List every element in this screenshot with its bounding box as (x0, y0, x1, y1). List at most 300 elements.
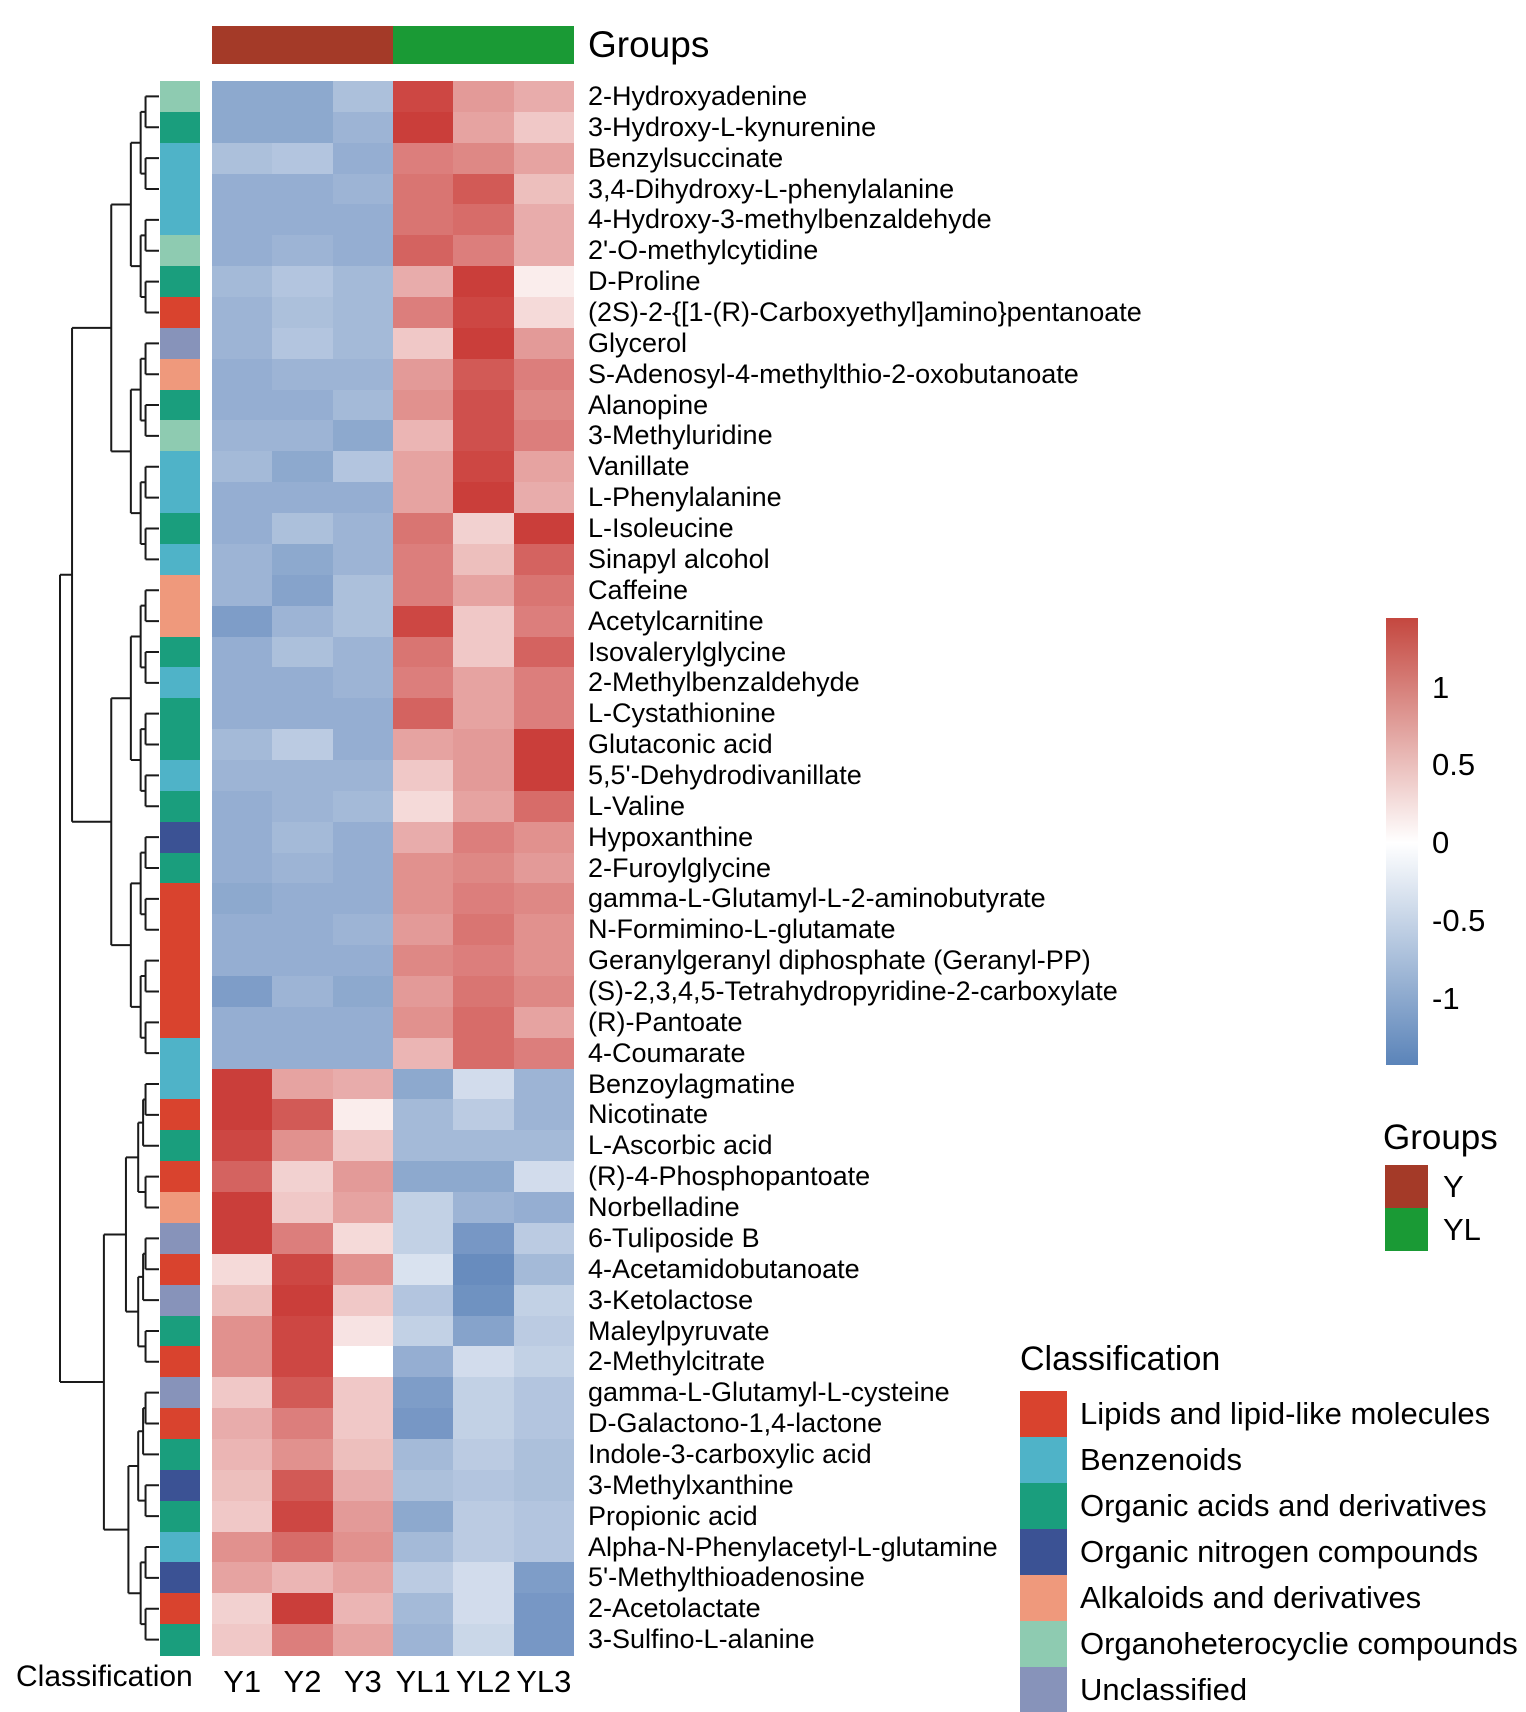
row-label: 2-Furoylglycine (588, 852, 772, 883)
heatmap-cell (514, 606, 574, 637)
heatmap-cell (212, 1532, 272, 1563)
row-class-cell (160, 1038, 200, 1069)
heatmap-cell (272, 698, 332, 729)
heatmap-cell (212, 143, 272, 174)
heatmap-cell (393, 1007, 453, 1038)
heatmap-cell (393, 791, 453, 822)
heatmap-cell (514, 1192, 574, 1223)
column-label: YL3 (516, 1664, 572, 1699)
heatmap-cell (393, 1069, 453, 1100)
heatmap-row (212, 1439, 574, 1470)
row-label: 2'-O-methylcytidine (588, 235, 819, 266)
heatmap-cell (333, 976, 393, 1007)
heatmap-row (212, 976, 574, 1007)
heatmap-row (212, 482, 574, 513)
heatmap-cell (272, 1130, 332, 1161)
heatmap-cell (333, 1562, 393, 1593)
heatmap-cell (212, 1254, 272, 1285)
heatmap-row (212, 1346, 574, 1377)
heatmap-cell (333, 1007, 393, 1038)
heatmap-cell (393, 143, 453, 174)
classification-legend-swatch (1020, 1529, 1067, 1575)
heatmap-cell (453, 1069, 513, 1100)
heatmap-cell (212, 822, 272, 853)
heatmap-cell (453, 420, 513, 451)
heatmap-cell (393, 1346, 453, 1377)
heatmap-cell (272, 945, 332, 976)
heatmap-cell (453, 667, 513, 698)
heatmap-cell (453, 914, 513, 945)
heatmap-row (212, 544, 574, 575)
heatmap-cell (212, 1223, 272, 1254)
row-class-cell (160, 606, 200, 637)
row-class-cell (160, 667, 200, 698)
heatmap-cell (333, 1439, 393, 1470)
heatmap-cell (333, 544, 393, 575)
classification-legend-label: Organic acids and derivatives (1080, 1488, 1487, 1523)
classification-legend-label: Benzenoids (1080, 1442, 1243, 1477)
heatmap-cell (393, 297, 453, 328)
heatmap-cell (514, 1007, 574, 1038)
row-class-cell (160, 143, 200, 174)
row-class-cell (160, 698, 200, 729)
heatmap-row (212, 853, 574, 884)
heatmap-cell (212, 482, 272, 513)
row-class-cell (160, 1624, 200, 1655)
heatmap-cell (514, 1038, 574, 1069)
heatmap-cell (272, 174, 332, 205)
heatmap-cell (393, 667, 453, 698)
heatmap-row (212, 420, 574, 451)
heatmap-cell (393, 1470, 453, 1501)
heatmap-cell (212, 390, 272, 421)
heatmap-cell (514, 1099, 574, 1130)
heatmap-cell (212, 1624, 272, 1655)
row-class-cell (160, 1439, 200, 1470)
heatmap-cell (393, 328, 453, 359)
heatmap-cell (212, 1377, 272, 1408)
heatmap-cell (453, 390, 513, 421)
row-label: D-Proline (588, 266, 701, 297)
heatmap-cell (212, 1439, 272, 1470)
classification-legend-label: Alkaloids and derivatives (1080, 1580, 1422, 1615)
row-label: (S)-2,3,4,5-Tetrahydropyridine-2-carboxylate (588, 976, 1118, 1007)
heatmap-cell (212, 853, 272, 884)
heatmap-row (212, 235, 574, 266)
heatmap-cell (333, 174, 393, 205)
heatmap-cell (272, 1439, 332, 1470)
row-label: Hypoxanthine (588, 821, 754, 852)
heatmap-cell (453, 112, 513, 143)
heatmap-cell (212, 204, 272, 235)
heatmap-row (212, 1254, 574, 1285)
heatmap-cell (333, 822, 393, 853)
heatmap-row (212, 1007, 574, 1038)
heatmap-cell (514, 637, 574, 668)
heatmap-cell (272, 883, 332, 914)
heatmap-cell (453, 1470, 513, 1501)
row-label: Isovalerylglycine (588, 636, 787, 667)
heatmap-cell (393, 1254, 453, 1285)
heatmap-cell (333, 1285, 393, 1316)
heatmap-cell (272, 1624, 332, 1655)
heatmap-cell (393, 1316, 453, 1347)
classification-legend-swatch (1020, 1391, 1067, 1437)
heatmap-cell (333, 1346, 393, 1377)
heatmap-cell (453, 729, 513, 760)
heatmap-cell (393, 81, 453, 112)
row-label: N-Formimino-L-glutamate (588, 914, 896, 945)
row-label: 2-Methylbenzaldehyde (588, 667, 860, 698)
row-label: Indole-3-carboxylic acid (588, 1438, 872, 1469)
heatmap-cell (453, 1408, 513, 1439)
heatmap-cell (453, 1099, 513, 1130)
heatmap-cell (453, 1254, 513, 1285)
heatmap-cell (272, 1161, 332, 1192)
row-label: L-Ascorbic acid (588, 1130, 773, 1161)
heatmap-cell (333, 1593, 393, 1624)
heatmap-cell (272, 1223, 332, 1254)
heatmap-cell (212, 451, 272, 482)
row-label: 3-Sulfino-L-alanine (588, 1624, 815, 1655)
heatmap-cell (272, 1408, 332, 1439)
heatmap-row (212, 1285, 574, 1316)
heatmap-cell (514, 328, 574, 359)
classification-legend-swatch (1020, 1667, 1067, 1712)
heatmap-cell (212, 1192, 272, 1223)
row-label: Nicotinate (588, 1099, 709, 1130)
heatmap-cell (514, 1470, 574, 1501)
classification-legend-swatch (1020, 1575, 1067, 1621)
heatmap-cell (212, 1593, 272, 1624)
heatmap-cell (212, 760, 272, 791)
row-label: gamma-L-Glutamyl-L-cysteine (588, 1377, 950, 1408)
colorbar-tick-label: 0 (1432, 825, 1450, 860)
heatmap-cell (393, 235, 453, 266)
heatmap-cell (453, 328, 513, 359)
heatmap-cell (212, 1501, 272, 1532)
heatmap-cell (393, 698, 453, 729)
row-class-cell (160, 1254, 200, 1285)
row-classification-strip (160, 81, 200, 1655)
heatmap-cell (272, 544, 332, 575)
heatmap-cell (393, 976, 453, 1007)
heatmap-cell (333, 667, 393, 698)
heatmap-cell (212, 1007, 272, 1038)
heatmap-cell (514, 1069, 574, 1100)
heatmap-cell (272, 822, 332, 853)
heatmap-cell (212, 1408, 272, 1439)
heatmap-row (212, 174, 574, 205)
heatmap-cell (453, 1285, 513, 1316)
heatmap-cell (514, 513, 574, 544)
heatmap-cell (453, 853, 513, 884)
group-bar-segment-YL (393, 26, 574, 64)
heatmap-cell (212, 914, 272, 945)
heatmap-cell (212, 575, 272, 606)
heatmap-cell (212, 1161, 272, 1192)
heatmap-cell (333, 1254, 393, 1285)
heatmap-cell (272, 143, 332, 174)
heatmap-cell (212, 1038, 272, 1069)
groups-legend-swatch-Y (1385, 1165, 1428, 1208)
heatmap-cell (453, 544, 513, 575)
heatmap-cell (333, 235, 393, 266)
row-class-cell (160, 1408, 200, 1439)
heatmap-row (212, 1501, 574, 1532)
classification-legend-label: Organoheterocyclie compounds (1080, 1626, 1518, 1661)
colorbar-tick-label: 1 (1432, 669, 1450, 705)
classification-legend-title: Classification (1020, 1340, 1221, 1378)
heatmap-row (212, 1532, 574, 1563)
heatmap-cell (514, 359, 574, 390)
heatmap-cell (333, 760, 393, 791)
heatmap-cell (393, 637, 453, 668)
heatmap-cell (514, 698, 574, 729)
heatmap-cell (453, 235, 513, 266)
heatmap-cell (333, 143, 393, 174)
heatmap-cell (393, 1223, 453, 1254)
heatmap-cell (514, 822, 574, 853)
heatmap-cell (393, 945, 453, 976)
heatmap-cell (393, 544, 453, 575)
heatmap-cell (272, 914, 332, 945)
row-label: 2-Methylcitrate (588, 1346, 766, 1377)
heatmap-cell (514, 544, 574, 575)
heatmap-cell (212, 112, 272, 143)
heatmap-cell (514, 760, 574, 791)
heatmap-cell (453, 760, 513, 791)
row-label: S-Adenosyl-4-methylthio-2-oxobutanoate (588, 358, 1079, 389)
colorbar-tick-label: 0.5 (1432, 747, 1476, 783)
heatmap-cell (212, 1130, 272, 1161)
heatmap-cell (393, 482, 453, 513)
heatmap-cell (393, 1038, 453, 1069)
heatmap-cell (212, 1099, 272, 1130)
heatmap-row (212, 1069, 574, 1100)
heatmap-cell (272, 359, 332, 390)
heatmap-cell (333, 637, 393, 668)
row-class-cell (160, 1007, 200, 1038)
heatmap-cell (514, 1285, 574, 1316)
row-label: Norbelladine (588, 1192, 740, 1223)
heatmap-cell (453, 266, 513, 297)
row-label: gamma-L-Glutamyl-L-2-aminobutyrate (588, 883, 1046, 914)
heatmap-cell (514, 1223, 574, 1254)
heatmap-cell (514, 297, 574, 328)
column-label: YL2 (455, 1664, 512, 1699)
row-class-cell (160, 513, 200, 544)
heatmap-row (212, 143, 574, 174)
heatmap-cell (453, 1562, 513, 1593)
heatmap-cell (333, 328, 393, 359)
heatmap-cell (453, 1624, 513, 1655)
heatmap-cell (393, 513, 453, 544)
heatmap-cell (393, 451, 453, 482)
row-label: 4-Hydroxy-3-methylbenzaldehyde (588, 204, 992, 235)
heatmap-cell (514, 575, 574, 606)
heatmap-cell (514, 420, 574, 451)
heatmap-cell (514, 390, 574, 421)
row-class-cell (160, 729, 200, 760)
heatmap-row (212, 266, 574, 297)
heatmap-cell (453, 976, 513, 1007)
heatmap-cell (212, 359, 272, 390)
classification-legend-label: Organic nitrogen compounds (1080, 1534, 1479, 1569)
classification-legend-swatch (1020, 1483, 1067, 1529)
heatmap-cell (272, 1099, 332, 1130)
row-label: 2-Hydroxyadenine (588, 81, 808, 111)
heatmap-cell (514, 853, 574, 884)
heatmap-cell (453, 451, 513, 482)
heatmap-cell (453, 1316, 513, 1347)
heatmap-cell (393, 853, 453, 884)
row-label: L-Valine (588, 790, 686, 821)
heatmap-cell (333, 451, 393, 482)
column-label: Y1 (223, 1664, 262, 1699)
heatmap-cell (393, 1501, 453, 1532)
heatmap-cell (333, 698, 393, 729)
heatmap-cell (393, 606, 453, 637)
heatmap-cell (272, 451, 332, 482)
heatmap-row (212, 1562, 574, 1593)
heatmap-row (212, 1408, 574, 1439)
heatmap-cell (333, 390, 393, 421)
row-class-cell (160, 1316, 200, 1347)
heatmap-cell (514, 1593, 574, 1624)
heatmap-cell (393, 1377, 453, 1408)
heatmap-cell (453, 513, 513, 544)
heatmap-cell (514, 1316, 574, 1347)
heatmap-cell (333, 945, 393, 976)
row-label: L-Cystathionine (588, 698, 776, 729)
heatmap-cell (333, 606, 393, 637)
heatmap-cell (514, 1532, 574, 1563)
heatmap-cell (333, 1192, 393, 1223)
heatmap-row (212, 1223, 574, 1254)
row-class-cell (160, 760, 200, 791)
heatmap-cell (272, 235, 332, 266)
heatmap-cell (393, 822, 453, 853)
classification-legend-swatch (1020, 1437, 1067, 1483)
row-label: 3-Ketolactose (588, 1284, 754, 1315)
row-label: 3-Hydroxy-L-kynurenine (588, 111, 877, 142)
row-label: 3,4-Dihydroxy-L-phenylalanine (588, 173, 955, 204)
heatmap-row (212, 204, 574, 235)
row-label: Benzoylagmatine (588, 1068, 796, 1099)
heatmap-row (212, 1316, 574, 1347)
heatmap-cell (514, 1161, 574, 1192)
heatmap-cell (393, 1161, 453, 1192)
heatmap-cell (453, 698, 513, 729)
row-class-cell (160, 112, 200, 143)
row-label: (2S)-2-{[1-(R)-Carboxyethyl]amino}pentanoate (588, 297, 1142, 328)
heatmap-cell (453, 359, 513, 390)
heatmap-cell (514, 81, 574, 112)
row-class-cell (160, 883, 200, 914)
heatmap-cell (453, 297, 513, 328)
heatmap-cell (514, 729, 574, 760)
heatmap-cell (393, 266, 453, 297)
column-group-bar (212, 26, 574, 64)
heatmap-cell (393, 1408, 453, 1439)
heatmap-cell (272, 1007, 332, 1038)
heatmap-cell (333, 575, 393, 606)
heatmap-cell (393, 1439, 453, 1470)
heatmap-cell (212, 297, 272, 328)
heatmap-cell (333, 1532, 393, 1563)
heatmap-cell (333, 1624, 393, 1655)
heatmap-cell (212, 667, 272, 698)
heatmap-cell (393, 359, 453, 390)
heatmap-cell (514, 976, 574, 1007)
heatmap-cell (333, 513, 393, 544)
heatmap-cell (514, 1254, 574, 1285)
heatmap-cell (272, 667, 332, 698)
heatmap-cell (212, 637, 272, 668)
heatmap-cell (272, 482, 332, 513)
heatmap-cell (393, 760, 453, 791)
heatmap-cell (212, 544, 272, 575)
heatmap-cell (393, 204, 453, 235)
group-bar-title: Groups (588, 24, 710, 65)
heatmap-cell (333, 112, 393, 143)
heatmap-cell (453, 1192, 513, 1223)
row-class-cell (160, 1562, 200, 1593)
heatmap-cell (514, 482, 574, 513)
heatmap-cell (453, 1439, 513, 1470)
heatmap-cell (333, 81, 393, 112)
row-class-cell (160, 266, 200, 297)
heatmap-cell (453, 143, 513, 174)
heatmap-cell (272, 390, 332, 421)
heatmap-cell (453, 637, 513, 668)
column-label: YL1 (395, 1664, 451, 1699)
heatmap-cell (333, 1377, 393, 1408)
row-class-cell (160, 359, 200, 390)
row-label: Geranylgeranyl diphosphate (Geranyl-PP) (588, 945, 1091, 976)
heatmap-row (212, 359, 574, 390)
heatmap-cell (514, 1346, 574, 1377)
heatmap-cell (393, 1562, 453, 1593)
row-label: 6-Tuliposide B (588, 1222, 760, 1253)
row-label: (R)-4-Phosphopantoate (588, 1161, 871, 1192)
heatmap-cell (212, 729, 272, 760)
heatmap-cell (212, 1069, 272, 1100)
heatmap-cell (514, 883, 574, 914)
heatmap-cell (514, 1439, 574, 1470)
heatmap-cell (272, 853, 332, 884)
heatmap-cell (453, 1007, 513, 1038)
heatmap-cell (212, 1346, 272, 1377)
heatmap-row (212, 1192, 574, 1223)
heatmap-cell (453, 81, 513, 112)
heatmap-cell (272, 1192, 332, 1223)
heatmap-row (212, 729, 574, 760)
heatmap-row (212, 667, 574, 698)
row-class-cell (160, 1532, 200, 1563)
heatmap-cell (333, 1130, 393, 1161)
heatmap-cell (453, 575, 513, 606)
heatmap-cell (453, 1161, 513, 1192)
colorbar-tick-label: -1 (1432, 980, 1460, 1016)
heatmap-cell (453, 945, 513, 976)
heatmap-row (212, 1099, 574, 1130)
heatmap-cell (333, 1038, 393, 1069)
row-label: L-Phenylalanine (588, 482, 782, 513)
row-label: Glycerol (588, 327, 688, 358)
classification-legend-label: Unclassified (1080, 1672, 1248, 1707)
